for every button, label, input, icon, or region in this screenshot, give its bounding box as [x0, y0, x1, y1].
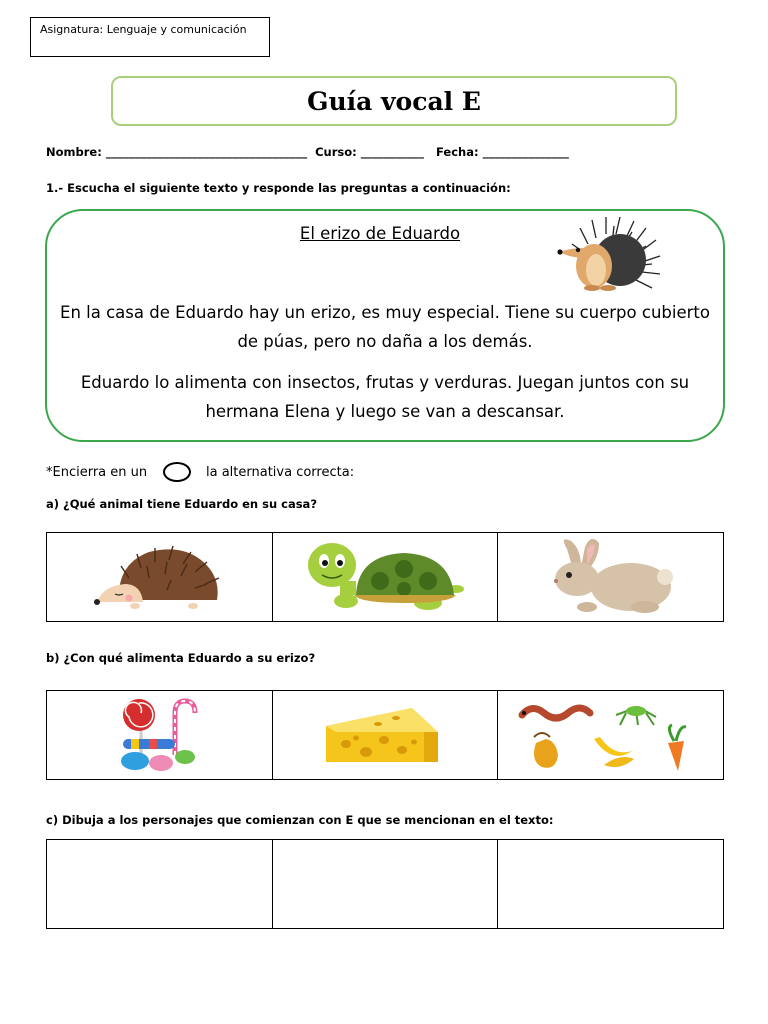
- name-label: Nombre:: [46, 145, 102, 159]
- course-label: Curso:: [315, 145, 357, 159]
- option-b-2[interactable]: [272, 691, 498, 780]
- question-a: a) ¿Qué animal tiene Eduardo en su casa?: [46, 497, 317, 511]
- drawing-box-1[interactable]: [47, 840, 273, 929]
- rabbit-icon: [498, 537, 723, 617]
- name-field[interactable]: ___________________________________: [105, 145, 308, 159]
- drawing-box-2[interactable]: [272, 840, 498, 929]
- option-a-3[interactable]: [498, 533, 724, 622]
- option-b-3[interactable]: [498, 691, 724, 780]
- story-title: El erizo de Eduardo: [299, 224, 461, 243]
- options-table-b: [46, 690, 724, 780]
- subject-label: Asignatura: Lenguaje y comunicación: [40, 23, 247, 36]
- option-a-2[interactable]: [272, 533, 498, 622]
- title-box: [111, 76, 677, 126]
- circle-icon: [163, 462, 191, 482]
- hedgehog-icon: [556, 214, 662, 292]
- hedgehog-icon: [47, 538, 272, 616]
- cheese-icon: [273, 700, 498, 770]
- story-paragraph-1: En la casa de Eduardo hay un erizo, es muy especial. Tiene su cuerpo cubierto de púas, pero no daña a los demás.: [60, 303, 710, 351]
- story-paragraph-2: Eduardo lo alimenta con insectos, frutas y verduras. Juegan juntos con su hermana Elena y luego se van a descansar.: [80, 373, 690, 421]
- date-label: Fecha:: [436, 145, 479, 159]
- question-c: c) Dibuja a los personajes que comienzan con E que se mencionan en el texto:: [46, 813, 554, 827]
- instruction-1: 1.- Escucha el siguiente texto y responde las preguntas a continuación:: [46, 181, 511, 195]
- page-title: Guía vocal E: [307, 86, 481, 116]
- turtle-icon: [273, 537, 498, 617]
- candy-icon: [47, 695, 272, 775]
- drawing-box-3[interactable]: [498, 840, 724, 929]
- options-table-a: [46, 532, 724, 622]
- date-field[interactable]: _______________: [482, 145, 569, 159]
- question-b: b) ¿Con qué alimenta Eduardo a su erizo?: [46, 651, 316, 665]
- subject-box: [30, 17, 270, 57]
- student-info-line: [46, 145, 569, 159]
- circle-instruction-before: *Encierra en un: [46, 465, 148, 480]
- circle-instruction-after: la alternativa correcta:: [206, 465, 355, 480]
- insects-fruits-vegetables-icon: [498, 695, 723, 775]
- option-b-1[interactable]: [47, 691, 273, 780]
- drawing-table-c: [46, 839, 724, 929]
- course-field[interactable]: ___________: [360, 145, 425, 159]
- option-a-1[interactable]: [47, 533, 273, 622]
